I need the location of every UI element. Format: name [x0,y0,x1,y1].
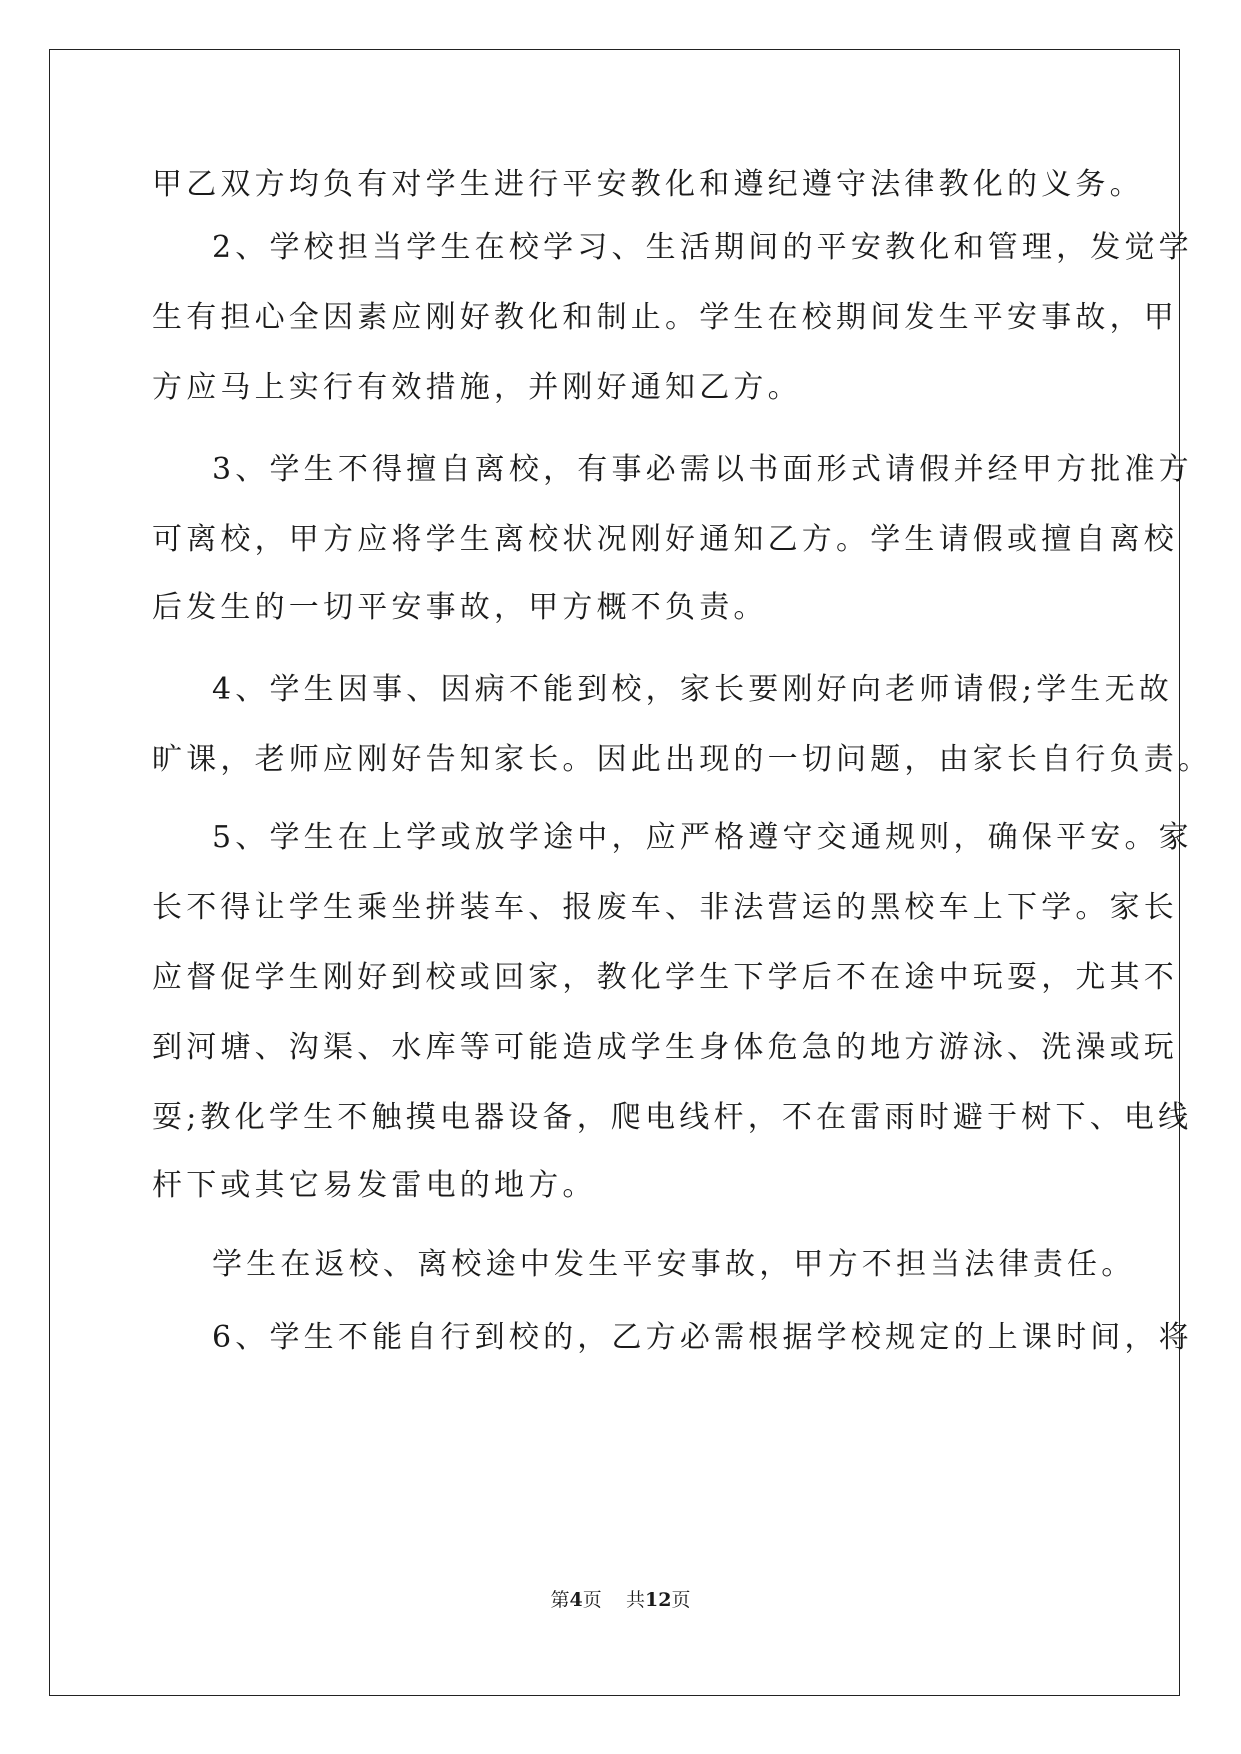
page-prefix: 第 [550,1589,570,1611]
page-footer [0,1588,1241,1612]
total-pages: 12 [644,1589,672,1611]
text-line: 5、学生在上学或放学途中，应严格遵守交通规则，确保平安。家 [212,820,1193,855]
text-line: 耍;教化学生不触摸电器设备，爬电线杆，不在雷雨时避于树下、电线 [152,1100,1193,1135]
text-line: 方应马上实行有效措施，并刚好通知乙方。 [152,370,802,405]
text-line: 杆下或其它易发雷电的地方。 [152,1168,597,1203]
text-line: 学生在返校、离校途中发生平安事故，甲方不担当法律责任。 [212,1247,1136,1282]
text-line: 甲乙双方均负有对学生进行平安教化和遵纪遵守法律教化的义务。 [152,167,1144,202]
text-line: 4、学生因事、因病不能到校，家长要刚好向老师请假;学生无故 [212,672,1173,707]
text-line: 旷课，老师应刚好告知家长。因此出现的一切问题，由家长自行负责。 [152,742,1213,777]
text-line: 应督促学生刚好到校或回家，教化学生下学后不在途中玩耍，尤其不 [152,960,1178,995]
total-suffix: 页 [671,1589,691,1611]
text-line: 到河塘、沟渠、水库等可能造成学生身体危急的地方游泳、洗澡或玩 [152,1030,1178,1065]
page-number: 4 [569,1589,583,1611]
page-suffix: 页 [582,1589,602,1611]
text-line: 长不得让学生乘坐拼装车、报废车、非法营运的黑校车上下学。家长 [152,890,1178,925]
page-border [49,49,1180,1696]
text-line: 生有担心全因素应刚好教化和制止。学生在校期间发生平安事故，甲 [152,300,1178,335]
text-line: 2、学校担当学生在校学习、生活期间的平安教化和管理，发觉学 [212,230,1193,265]
text-line: 后发生的一切平安事故，甲方概不负责。 [152,590,768,625]
total-prefix: 共 [625,1589,645,1611]
text-line: 可离校，甲方应将学生离校状况刚好通知乙方。学生请假或擅自离校 [152,522,1178,557]
text-line: 3、学生不得擅自离校，有事必需以书面形式请假并经甲方批准方 [212,452,1193,487]
text-line: 6、学生不能自行到校的，乙方必需根据学校规定的上课时间，将 [212,1320,1193,1355]
